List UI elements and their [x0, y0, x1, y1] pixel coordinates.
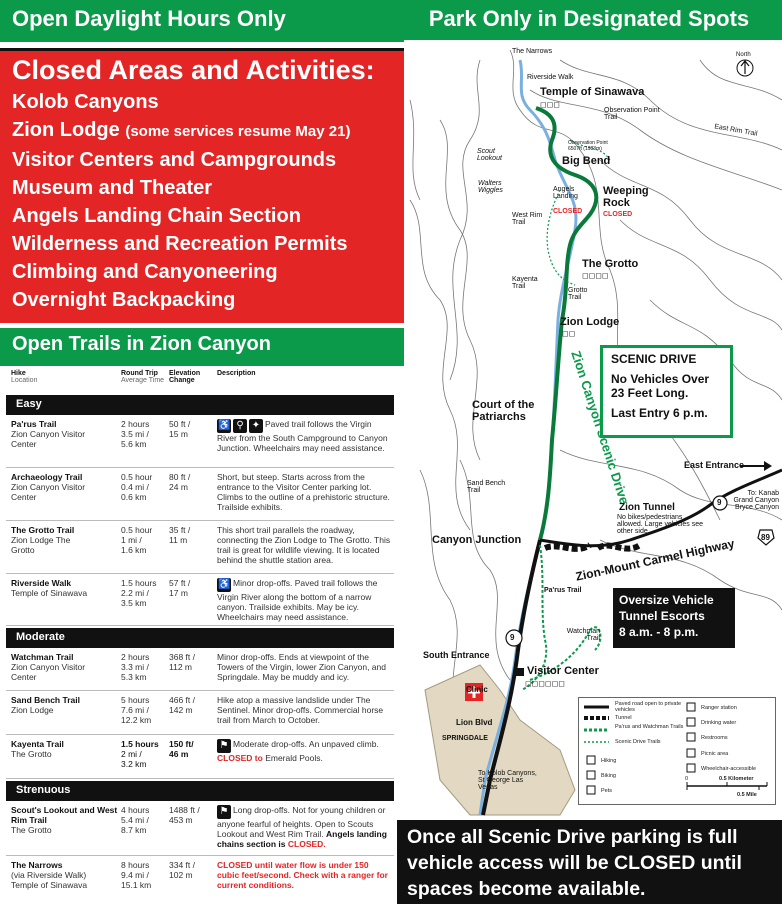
section-moderate: Moderate [6, 628, 394, 648]
closed-item: Angels Landing Chain Section [12, 205, 301, 227]
grotto-facility-icons: ◻◻◻◻ [582, 271, 609, 280]
label-walters: Walters Wiggles [478, 180, 503, 194]
label-sand-bench: Sand Bench Trail [467, 480, 506, 494]
label-springdale: SPRINGDALE [442, 735, 488, 742]
label-junction: Canyon Junction [432, 534, 522, 546]
label-clinic: Clinic [466, 685, 488, 694]
legend-km: 0.5 Kilometer [719, 776, 754, 782]
daylight-banner: Open Daylight Hours Only [0, 0, 404, 42]
label-weeping-closed: CLOSED [603, 211, 633, 218]
closed-item: Wilderness and Recreation Permits [12, 233, 348, 255]
label-south-entrance: South Entrance [423, 650, 490, 660]
closed-item: Museum and Theater [12, 177, 213, 199]
legend-picnic: Picnic area [701, 751, 729, 757]
label-weeping: Weeping Rock [603, 185, 649, 209]
closed-item: Overnight Backpacking [12, 289, 236, 311]
pet-icon: ✦ [249, 419, 263, 433]
temple-facility-icons: ◻◻◻ [540, 100, 560, 109]
table-row: The Narrows (via Riverside Walk) Temple of Sinawava 8 hours 9.4 mi / 15.1 km 334 ft / 102 m CLOSED until water flow is under 150 cubic feet/second. Check with a ranger for current conditions. [11, 860, 388, 890]
legend-pets: Pets [601, 788, 613, 794]
table-row: Pa'rus Trail Zion Canyon Visitor Center 2 hours 3.5 mi / 5.6 km 50 ft / 15 m ♿ ⚲ ✦ Paved trail follows the Virgin River from the South Campground to Canyon Junction. Wheelchairs may need assistance. [6, 415, 394, 468]
parking-notice: Once all Scenic Drive parking is full vehicle access will be CLOSED until spaces become available. [397, 820, 782, 904]
label-east-rim: East Rim Trail [713, 123, 758, 138]
label-obs-trail: Observation Point Trail [604, 107, 660, 121]
section-strenuous: Strenuous [6, 781, 394, 801]
table-header: Hike Location Round Trip Average Time Elevation Change Description [11, 370, 256, 384]
wheelchair-icon: ♿ [218, 420, 231, 431]
parking-banner: Park Only in Designated Spots [404, 0, 782, 40]
table-row: Scout's Lookout and West Rim Trail The Grotto 4 hours 5.4 mi / 8.7 km 1488 ft / 453 m ⚑ Long drop-offs. Not for young children or anyone fearful of heights. Open to Scouts Lookout and West Rim Trail. Angels landing chains section is CLOSED. [6, 801, 394, 856]
label-lodge: Zion Lodge [560, 316, 620, 328]
table-row: Watchman Trail Zion Canyon Visitor Center 2 hours 3.3 mi / 5.3 km 368 ft / 112 m Minor drop-offs. Ends at viewpoint of the Towers of the Virgin, lower Zion Canyon, and Springdale. May be muddy and icy. [6, 648, 394, 691]
label-highway: Zion-Mount Carmel Highway [574, 536, 736, 584]
legend-mile: 0.5 Mile [737, 792, 757, 798]
hiking-icon: ⚑ [217, 805, 231, 819]
table-row: Sand Bench Trail Zion Lodge 5 hours 7.6 mi / 12.2 km 466 ft / 142 m Hike atop a massive landslide under The Sentinel. Minor drop-offs. Commercial horse trail from March to October. [6, 691, 394, 735]
closed-item: Climbing and Canyoneering [12, 261, 278, 283]
legend-ranger: Ranger station [701, 705, 737, 711]
legend-rest: Restrooms [701, 735, 728, 741]
label-parus: Pa'rus Trail [544, 587, 582, 594]
scenic-drive-box: SCENIC DRIVE No Vehicles Over 23 Feet Long. Last Entry 6 p.m. [600, 345, 733, 438]
label-to-south: To Kolob Canyons, St George Las Vegas [478, 770, 537, 791]
lodge-facility-icons: ◻◻ [562, 329, 576, 338]
legend-parus: Pa'rus and Watchman Trails [615, 724, 684, 730]
table-row: Riverside Walk Temple of Sinawava 1.5 hours 2.2 mi / 3.5 km 57 ft / 17 m ♿ Minor drop-offs. Paved trail follows the Virgin River along the bottom of a narrow canyon. Trailside exhibits. May be icy. Wheelchairs may need assistance. [6, 574, 394, 626]
label-kayenta: Kayenta Trail [512, 276, 538, 290]
label-watchman: Watchman Trail [566, 628, 600, 642]
label-route-89: 89 [761, 533, 770, 542]
table-row: The Grotto Trail Zion Lodge The Grotto 0.5 hour 1 mi / 1.6 km 35 ft / 11 m This short trail parallels the roadway, connecting the Zion Lodge to The Grotto. This trail is great for wildlife viewing. It is located behind the shuttle station area. [6, 521, 394, 574]
hiking-icon: ⚑ [217, 739, 231, 753]
label-scout: Scout Lookout [477, 148, 502, 162]
closed-item: Visitor Centers and Campgrounds [12, 149, 337, 171]
label-north: North [736, 52, 751, 58]
label-angels: Angels Landing [553, 186, 578, 200]
closed-item: Kolob Canyons [12, 91, 159, 113]
legend-scenic: Scenic Drive Trails [615, 739, 661, 745]
closed-areas-panel [0, 48, 404, 323]
legend-tunnel: Tunnel [615, 715, 632, 721]
table-row: Archaeology Trail Zion Canyon Visitor Center 0.5 hour 0.4 mi / 0.6 km 80 ft / 24 m Short, but steep. Starts across from the entrance to the Visitor Center parking lot. Climbs to the outline of a prehistoric structure. Trailside exhibits. [6, 468, 394, 521]
label-grotto: The Grotto [582, 258, 639, 270]
label-route-9-south: 9 [510, 633, 515, 642]
label-temple: Temple of Sinawava [540, 86, 645, 98]
label-lion-blvd: Lion Blvd [456, 718, 493, 727]
label-route-9-east: 9 [717, 498, 722, 507]
section-easy: Easy [6, 395, 394, 415]
open-trails-title: Open Trails in Zion Canyon [0, 328, 404, 366]
bike-icon: ⚲ [233, 419, 247, 433]
label-angels-closed: CLOSED [553, 208, 583, 215]
oversize-vehicle-box: Oversize Vehicle Tunnel Escorts 8 a.m. - 8 p.m. [613, 588, 735, 648]
label-narrows: The Narrows [512, 48, 553, 55]
legend-zero: 0 [685, 776, 689, 782]
wheelchair-icon: ♿ [218, 579, 231, 590]
vc-facility-icons: ◻◻◻◻◻◻ [525, 679, 565, 688]
legend-wheel: Wheelchair-accessible [701, 766, 757, 772]
legend-water: Drinking water [701, 720, 737, 726]
label-court: Court of the Patriarchs [472, 399, 535, 423]
table-row: Kayenta Trail The Grotto 1.5 hours 2 mi / 3.2 km 150 ft/ 46 m ⚑ Moderate drop-offs. An unpaved climb. CLOSED to Emerald Pools. [6, 735, 394, 779]
label-grotto-trail: Grotto Trail [568, 287, 588, 301]
label-riverside: Riverside Walk [527, 74, 574, 81]
label-zion-tunnel: Zion Tunnel [619, 502, 675, 513]
legend-biking: Biking [601, 773, 616, 779]
closed-item: Zion Lodge (some services resume May 21) [12, 119, 351, 141]
label-obs-pt: Observation Point 6507ft (1983m) [568, 140, 608, 152]
label-scenic-drive-road: Zion Canyon Scenic Drive [568, 348, 633, 507]
label-visitor-center: Visitor Center [527, 665, 599, 677]
map-legend [578, 697, 776, 805]
label-tunnel-note: No bikes/pedestrians allowed. Large vehicles see other side. [617, 514, 703, 535]
legend-hiking: Hiking [601, 758, 617, 764]
label-to-east: To: Kanab Grand Canyon Bryce Canyon [733, 490, 779, 511]
label-east-entrance: East Entrance [684, 460, 745, 470]
label-west-rim: West Rim Trail [512, 212, 543, 226]
trails-table [0, 368, 400, 902]
legend-paved: Paved road open to private vehicles [615, 701, 682, 713]
closed-title: Closed Areas and Activities: [12, 55, 375, 85]
label-big-bend: Big Bend [562, 155, 611, 167]
